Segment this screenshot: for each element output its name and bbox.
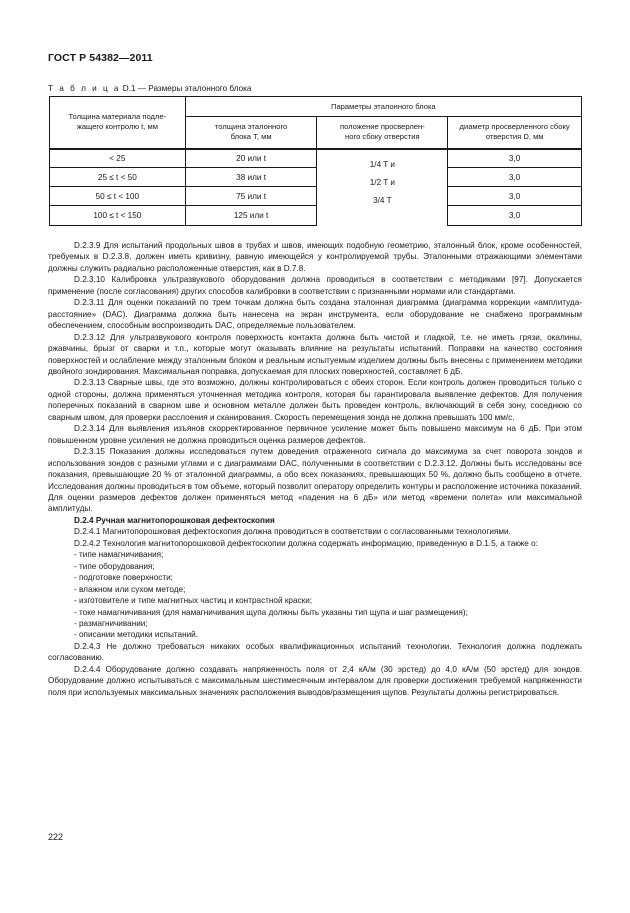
standard-header: ГОСТ Р 54382—2011	[48, 52, 153, 64]
cell-thickness: 38 или t	[185, 168, 317, 187]
header-block-thickness: толщина эталонного блока T, мм	[185, 117, 317, 149]
cell-material: 50 ≤ t < 100	[50, 187, 186, 206]
cell-diameter: 3,0	[448, 206, 582, 226]
list-item: - подготовке поверхности;	[74, 573, 173, 583]
list-item: - описании методики испытаний.	[74, 630, 199, 640]
position-line: 3/4 T	[373, 195, 392, 205]
cell-thickness: 20 или t	[185, 149, 317, 168]
table-row	[50, 206, 582, 226]
body-text	[48, 240, 582, 698]
paragraph: D.2.3.10 Калибровка ультразвукового оборудования должна проводиться в соответствии с методиками [97]. Допускается применение (после согласования) других способов калибровки в соответствии с признанными нормами или стандартами.	[48, 275, 582, 296]
header-block-parameters: Параметры эталонного блока	[185, 97, 581, 117]
paragraph: D.2.4.4 Оборудование должно создавать напряженность поля от 2,4 кА/м (30 эрстед) до 4,0 кА/м (50 эрстед) для зондов. Оборудование должно испытываться с максимальным шестимесячным интервалом для проверки достижения требуемой напряженности поля при используемых максимальных значениях расположения выводов/размещения щупов. Результаты должны регистрироваться.	[48, 664, 582, 697]
table-caption-text: D.1 — Размеры эталонного блока	[122, 84, 252, 93]
reference-block-table	[49, 96, 582, 226]
position-line: 1/2 T и	[369, 177, 395, 187]
list-item: - типе намагничивания;	[74, 550, 164, 560]
page-number: 222	[48, 832, 64, 842]
cell-diameter: 3,0	[448, 187, 582, 206]
position-line: 1/4 T и	[369, 159, 395, 169]
table-caption	[48, 84, 251, 93]
table-row	[50, 187, 582, 206]
cell-material: < 25	[50, 149, 186, 168]
cell-thickness: 125 или t	[185, 206, 317, 226]
table-caption-label: Т а б л и ц а	[48, 84, 121, 93]
list-item: - влажном или сухом методе;	[74, 584, 186, 594]
list-item: - изготовителе и типе магнитных частиц и контрастной краски;	[74, 596, 313, 606]
table-row	[50, 149, 582, 168]
paragraph: D.2.4.3 Не должно требоваться никаких особых квалификационных испытаний технологии. Технология должна подлежать согласованию.	[48, 641, 582, 663]
cell-diameter: 3,0	[448, 149, 582, 168]
list-item: - токе намагничивания (для намагничивания щупа должны быть указаны тип щупа и шаг размещения);	[74, 607, 468, 617]
paragraph: D.2.3.13 Сварные швы, где это возможно, должны контролироваться с обеих сторон. Если контроль должен проводиться только с одной стороны, должна применяться уточненная методика контроля, которая бы гарантировала выявление дефектов. Для получения поперечных показаний в сварном шве и основном металле должен быть проведен контроль, включающий в себя зону, соседнюю со сварным швом, для проверки расслоения и сканирования. Скорость перемещения зонда не должна превышать 100 мм/с.	[48, 378, 582, 422]
cell-diameter: 3,0	[448, 168, 582, 187]
paragraph: D.2.3.14 Для выявления изъянов скорректированное первичное усиление может быть повышено максимум на 6 дБ. При этом повышенном уровне усиления не должна проводиться оценка размеров дефектов.	[48, 424, 582, 445]
header-material-thickness: Толщина материала подле-жащего контролю t, мм	[50, 97, 186, 149]
list-item: - типе оборудования;	[74, 561, 155, 571]
header-hole-position: положение просверлен-ного сбоку отверстия	[317, 117, 448, 149]
cell-material: 25 ≤ t < 50	[50, 168, 186, 187]
paragraph: D.2.4.2 Технология магнитопорошковой дефектоскопии должна содержать информацию, приведенную в D.1.5, а также о:	[74, 538, 538, 548]
paragraph: D.2.3.15 Показания должны исследоваться путем доведения отраженного сигнала до максимума за счет поворота зондов и использования зондов с разными углами и с диаграммами DAC, полученными в соответствии с D.2.3.12. Должны быть исследованы все показания, превышающие 20 % от эталонной диаграммы, а обо всех показаниях, превышающих 50 %, должно быть сообщено в отчете. Исследования должны проводиться в том объеме, который позволит оператору определить контуры и расположение источника показаний. Для оценки размеров дефектов должен применяться метод «падения на 6 дБ» или метод «времени полета» или максимальной амплитуды.	[48, 447, 582, 514]
header-hole-diameter: диаметр просверленного сбоку отверстия D, мм	[448, 117, 582, 149]
paragraph: D.2.3.11 Для оценки показаний по трем точкам должна быть создана эталонная диаграмма (диаграмма коррекции «амплитуда-расстояние» (DAC). Диаграмма должна быть нанесена на экран инструмента, если оборудование не снабжено программным обеспечением, способным воспроизводить DAC, определяемые пользователем.	[48, 298, 582, 331]
list-item: - размагничивании;	[74, 618, 148, 628]
section-heading: D.2.4 Ручная магнитопорошковая дефектоскопия	[74, 515, 275, 525]
cell-hole-position	[317, 149, 448, 226]
paragraph: D.2.3.9 Для испытаний продольных швов в трубах и швов, имеющих подобную геометрию, эталонный блок, кроме особенностей, требуемых в D.2.3.8, должен иметь кривизну, равную имеющейся у контролируемой трубы. Эталонными отражающими элементами должны служить радиально расположенные отверстия, как в D.7.8.	[48, 241, 582, 273]
table-row	[50, 168, 582, 187]
cell-thickness: 75 или t	[185, 187, 317, 206]
paragraph: D.2.3.12 Для ультразвукового контроля поверхность контакта должна быть чистой и гладкой, т.е. не иметь грязи, окалины, ржавчины, брызг от сварки и т.п., которые могут оказывать влияние на результаты испытаний. Поправки на качество состояния поверхностей и ослабление между эталонным блоком и реальным испытуемым изделием должны быть внесены с применением методики двойного зондирования. Максимальная поправка, допускаемая для плоских поверхностей, составляет 6 дБ.	[48, 332, 582, 376]
paragraph: D.2.4.1 Магнитопорошковая дефектоскопия должна проводиться в соответствии с согласованными технологиями.	[74, 527, 511, 537]
cell-material: 100 ≤ t < 150	[50, 206, 186, 226]
